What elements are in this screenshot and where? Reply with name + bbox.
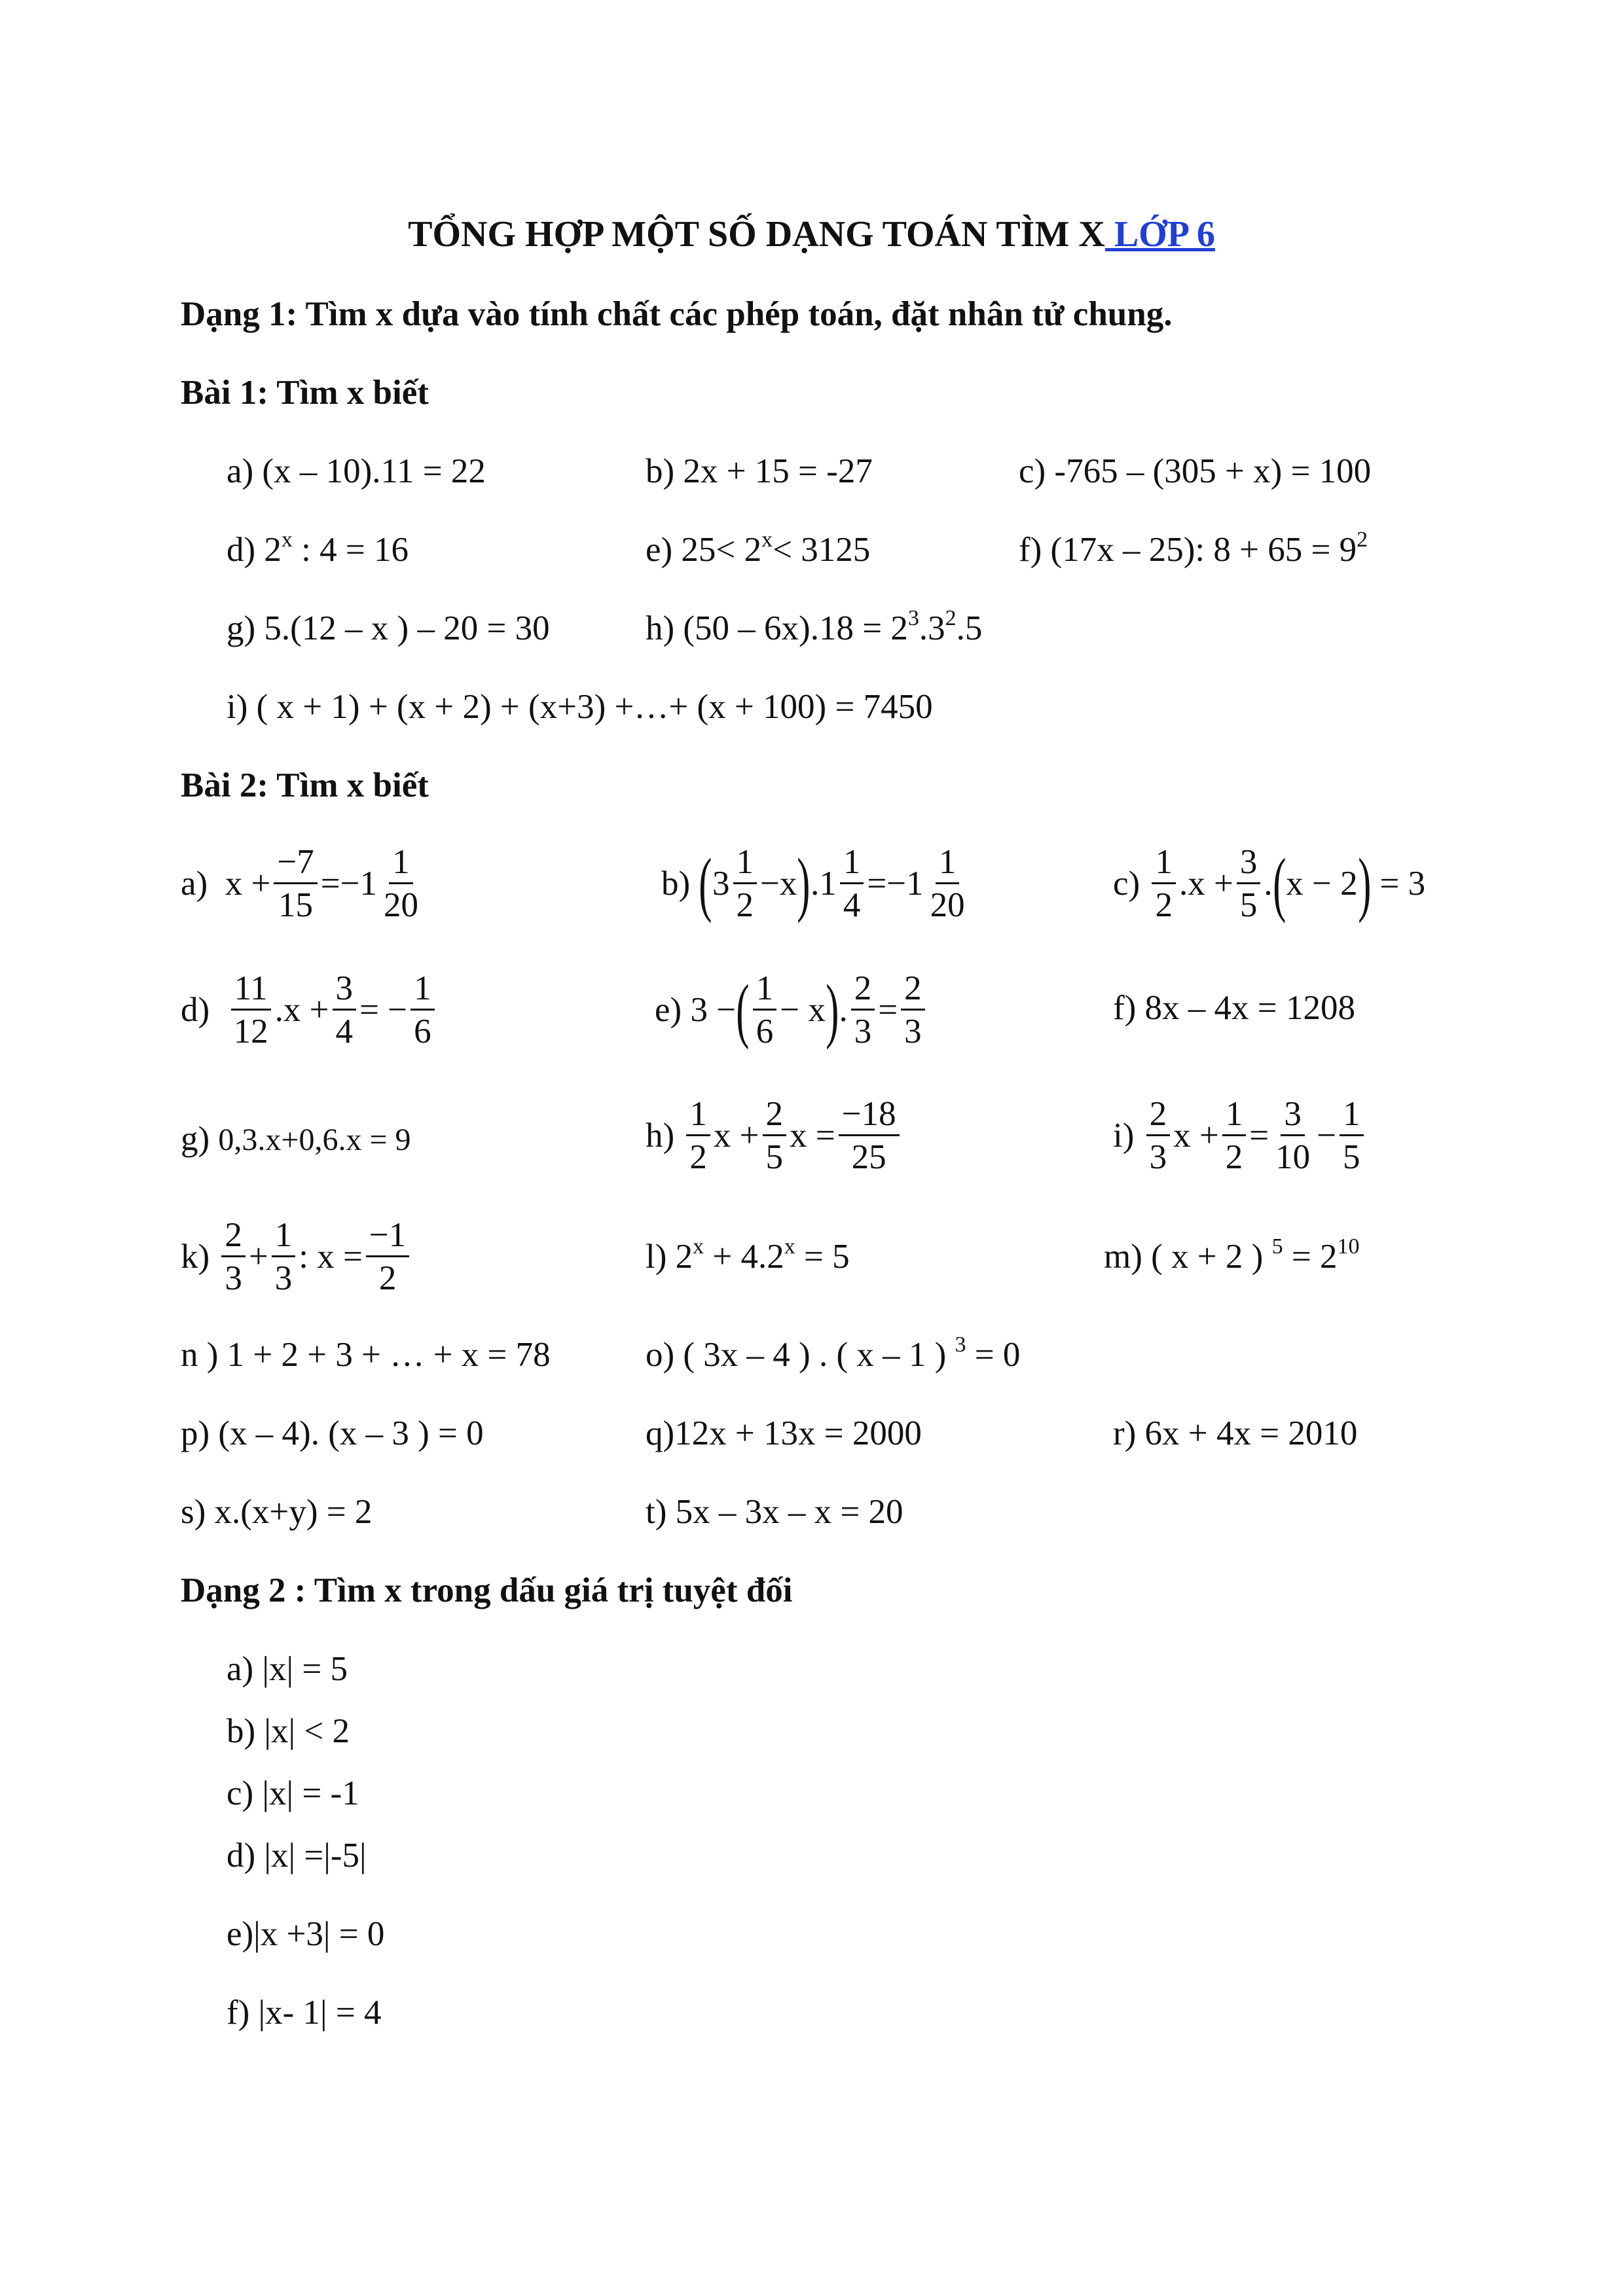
fraction: 1 2 bbox=[686, 1097, 710, 1175]
dang2-item: b) |x| < 2 bbox=[227, 1712, 350, 1750]
fraction: $\frac{2}{3}$ bbox=[851, 971, 875, 1049]
bai2-d: d) 11 12 .x + $\frac{3}{4}$ = − $\frac{1}{6}$ bbox=[181, 974, 438, 1046]
bai1-c: c) -765 – (305 + x) = 100 bbox=[1019, 452, 1372, 490]
fraction: 1 20 bbox=[384, 842, 418, 924]
fraction: 2 3 bbox=[221, 1218, 246, 1296]
fraction: $\frac{1}{2}$ bbox=[1222, 1097, 1247, 1175]
bai2-e: e) 3 − ( 1 6 − x ) . $\frac{2}{3}$ = $\frac{2}{3}$ bbox=[655, 974, 928, 1046]
bai2-c: c) 1 2 .x + $\frac{3}{5}$ . ( x − 2 ) = 3 bbox=[1113, 842, 1426, 924]
exercise-heading-bai2: Bài 2: Tìm x biết bbox=[181, 766, 429, 804]
dang2-item: a) |x| = 5 bbox=[227, 1650, 348, 1688]
fraction: $\frac{1}{5}$ bbox=[1340, 1097, 1364, 1175]
section-heading-dang2: Dạng 2 : Tìm x trong dấu giá trị tuyệt đối bbox=[181, 1571, 793, 1609]
fraction: 1 2 bbox=[1152, 845, 1176, 923]
title-text: TỔNG HỢP MỘT SỐ DẠNG TOÁN TÌM X bbox=[408, 214, 1105, 255]
bai1-g: g) 5.(12 – x ) – 20 = 30 bbox=[227, 609, 550, 647]
bai2-r: r) 6x + 4x = 2010 bbox=[1113, 1414, 1358, 1452]
fraction: $\frac{3}{5}$ bbox=[1237, 845, 1261, 923]
bai2-k: k) 2 3 + $\frac{1}{3}$ : x = $\frac{-1}{2}$ bbox=[181, 1221, 412, 1293]
title-link[interactable]: LỚP 6 bbox=[1104, 214, 1215, 255]
bai1-i: i) ( x + 1) + (x + 2) + (x+3) +…+ (x + 100) = 7450 bbox=[227, 688, 933, 726]
dang2-item: f) |x- 1| = 4 bbox=[227, 1994, 382, 2032]
fraction: 1 20 bbox=[930, 842, 965, 924]
bai2-i: i) 2 3 x + $\frac{1}{2}$ = $\frac{3}{10}$ − $\frac{1}{5}$ bbox=[1113, 1100, 1367, 1172]
bai2-l: l) $2^x + 4.2^x = 5$ bbox=[646, 1234, 850, 1276]
bai2-a: a) x + $\frac{-7}{15}$ = −1 1 20 bbox=[181, 848, 425, 920]
dang2-item: d) |x| =|-5| bbox=[227, 1837, 367, 1874]
fraction: $\frac{2}{5}$ bbox=[763, 1097, 787, 1175]
fraction: 1 2 bbox=[733, 845, 757, 923]
fraction: 1 6 bbox=[753, 971, 777, 1049]
dang2-item: c) |x| = -1 bbox=[227, 1774, 359, 1812]
bai2-h: h) 1 2 x + $\frac{2}{5}$ x = $\frac{-18}{25}$ bbox=[646, 1100, 903, 1172]
bai1-f: f) (17x – 25): $8 + 65 = 9^2$ bbox=[1019, 528, 1368, 569]
bai2-t: t) 5x – 3x – x = 20 bbox=[646, 1493, 903, 1531]
fraction: $\frac{3}{4}$ bbox=[333, 971, 357, 1049]
bai1-d: d) 2$^x$ : 4 = 16 bbox=[227, 528, 409, 569]
bai2-n: n ) 1 + 2 + 3 + … + x = 78 bbox=[181, 1336, 551, 1374]
fraction: $\frac{1}{6}$ bbox=[410, 971, 435, 1049]
bai2-g: g) 0,3.x+0,6.x = 9 bbox=[181, 1120, 411, 1158]
exercise-heading-bai1: Bài 1: Tìm x biết bbox=[181, 374, 429, 412]
fraction: $\frac{-7}{15}$ bbox=[274, 845, 317, 923]
fraction: $\frac{-18}{25}$ bbox=[839, 1097, 900, 1175]
fraction: 2 3 bbox=[1146, 1097, 1171, 1175]
dang2-item: e)|x +3| = 0 bbox=[227, 1915, 385, 1953]
bai2-p: p) (x – 4). (x – 3 ) = 0 bbox=[181, 1414, 484, 1452]
bai2-m: m) ( x + 2 ) $^5 = 2^{10}$ bbox=[1104, 1234, 1360, 1276]
bai2-f: f) 8x – 4x = 1208 bbox=[1113, 989, 1355, 1027]
bai1-e: e) $25< 2^x< 3125$ bbox=[646, 528, 871, 569]
page-title bbox=[0, 208, 1623, 260]
bai2-s: s) x.(x+y) = 2 bbox=[181, 1493, 373, 1531]
bai1-b: b) 2x + 15 = -27 bbox=[646, 452, 873, 490]
bai2-o: o) ( 3x – 4 ) . ( x – 1 ) $^3$ = 0 bbox=[646, 1333, 1021, 1374]
bai1-h: h) $(50 - 6x).18 = 2^3.3^2.5$ bbox=[646, 606, 983, 647]
fraction: $\frac{-1}{2}$ bbox=[366, 1218, 409, 1296]
fraction: $\frac{3}{10}$ bbox=[1275, 1094, 1311, 1176]
section-heading-dang1: Dạng 1: Tìm x dựa vào tính chất các phép toán, đặt nhân tử chung. bbox=[181, 295, 1173, 333]
fraction: $\frac{1}{3}$ bbox=[272, 1218, 296, 1296]
fraction: 11 12 bbox=[230, 971, 272, 1049]
bai2-b: b) ( 3 1 2 −x ) .1 $\frac{1}{4}$ = −1 1 20 bbox=[661, 848, 972, 920]
bai2-q: q)12x + 13x = 2000 bbox=[646, 1414, 922, 1452]
fraction: $\frac{1}{4}$ bbox=[840, 845, 864, 923]
fraction: $\frac{2}{3}$ bbox=[901, 971, 925, 1049]
bai1-a: a) (x – 10).11 = 22 bbox=[227, 452, 486, 490]
